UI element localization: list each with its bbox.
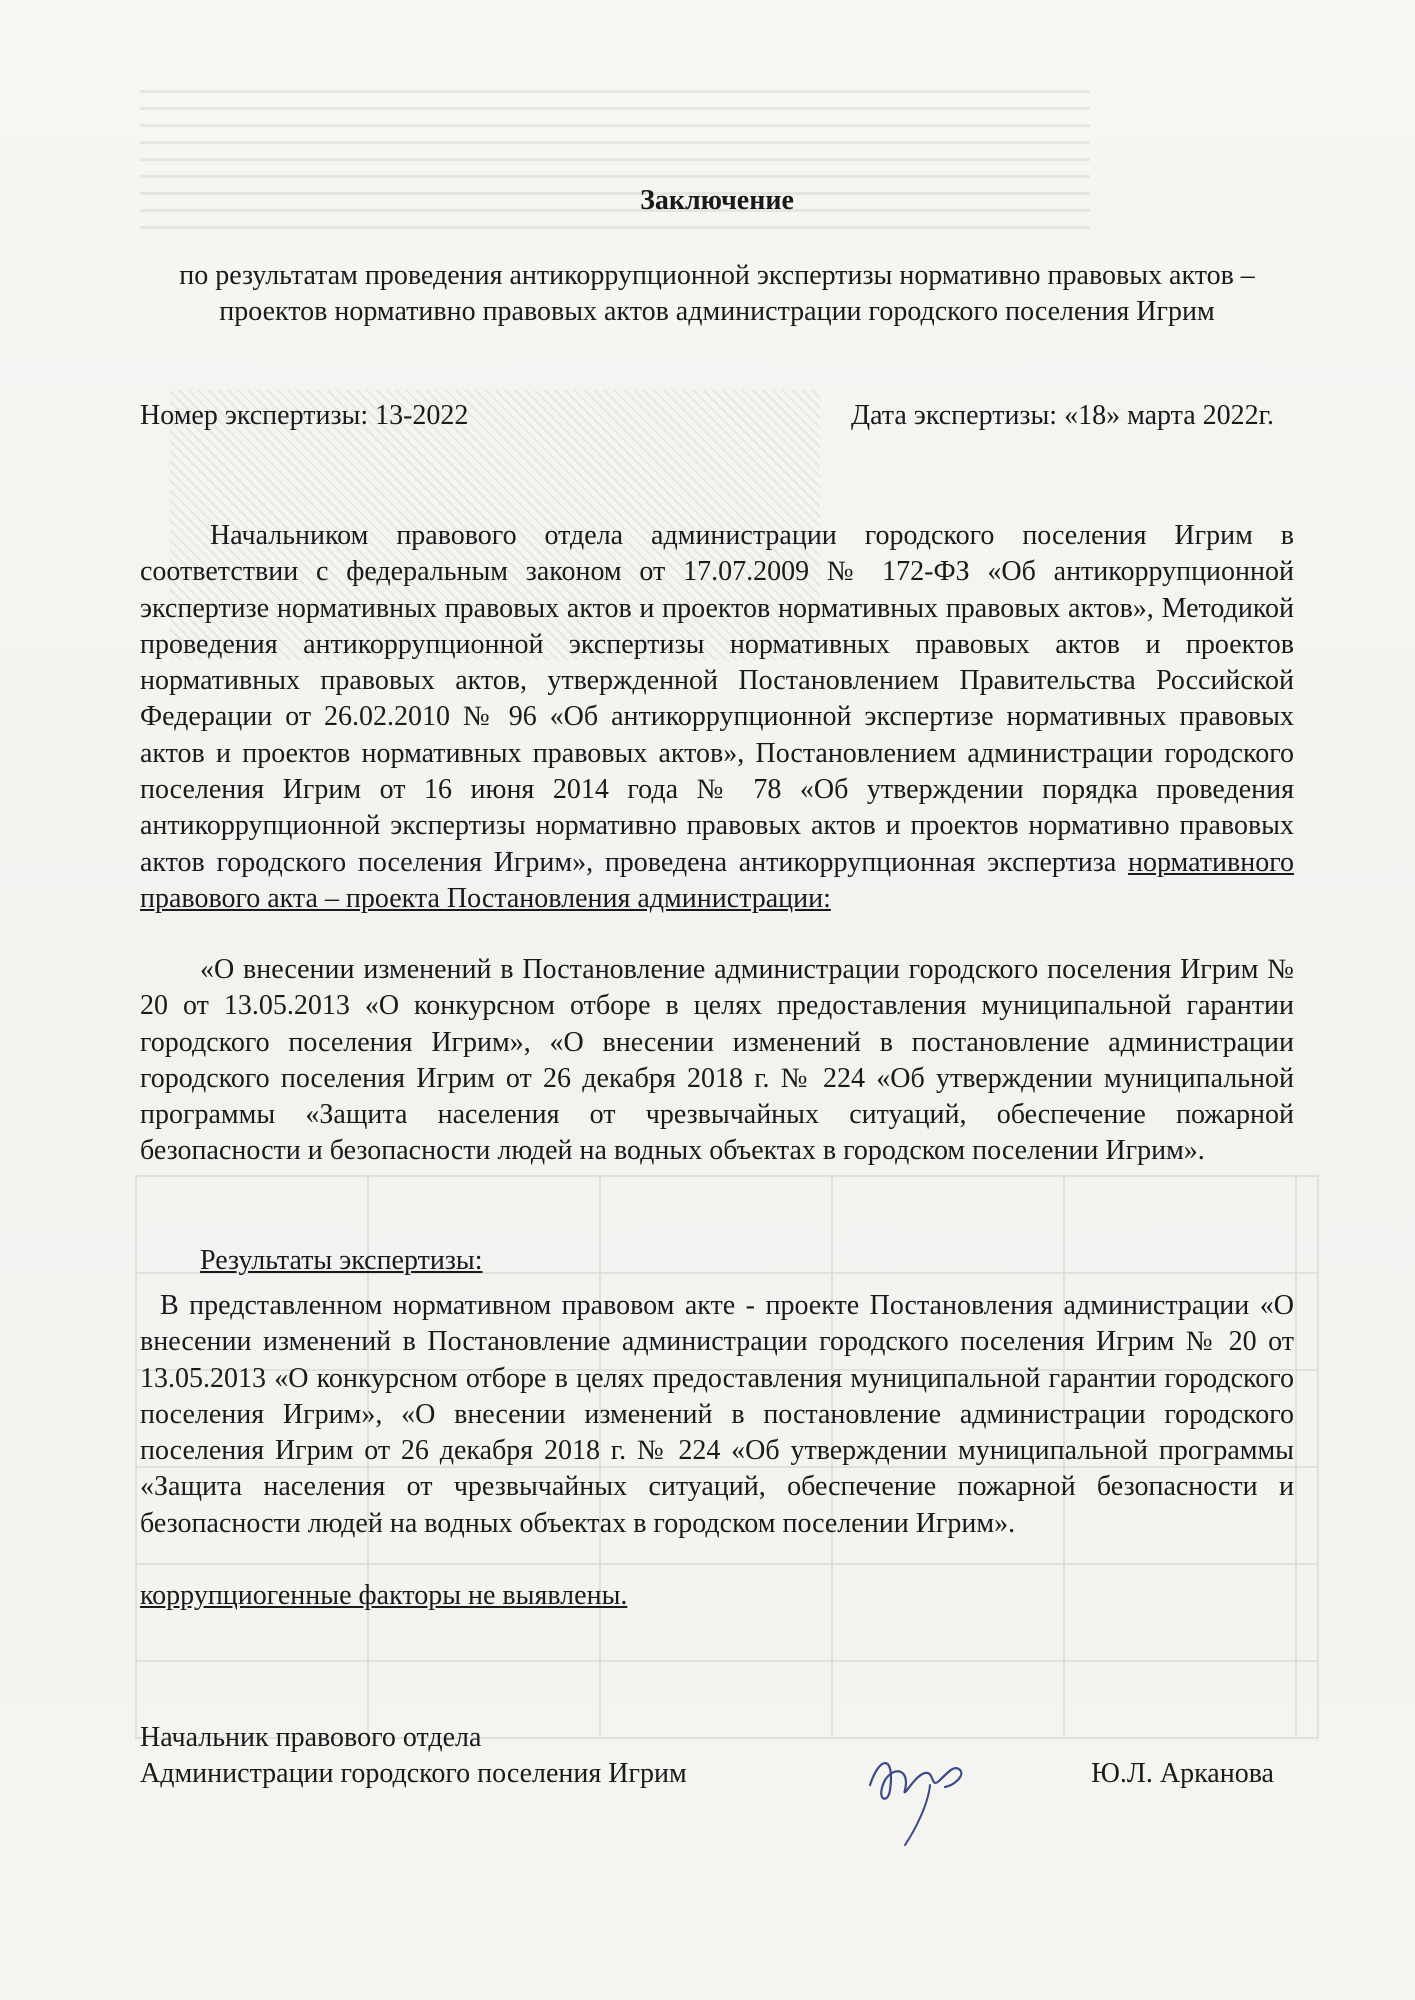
document-title: Заключение <box>640 185 794 216</box>
paragraph-basis-text: Начальником правового отдела администрации городского поселения Игрим в соответствии с федеральным законом от 17.07.2009 № 172-ФЗ «Об антикоррупционной экспертизе нормативных правовых актов и проектов нормативных правовых актов», Методикой проведения антикоррупционной экспертизы нормативных правовых актов и проектов нормативных правовых актов, утвержденной Постановлением Правительства Российской Федерации от 26.02.2010 № 96 «Об антикоррупционной экспертизе нормативных правовых актов и проектов нормативных правовых актов», Постановлением администрации городского поселения Игрим от 16 июня 2014 года № 78 «Об утверждении порядка проведения антикоррупционной экспертизы нормативно правовых актов и проектов нормативно правовых актов городского поселения Игрим», проведена антикоррупционная экспертиза <box>140 520 1294 878</box>
paragraph-basis <box>140 518 1294 917</box>
signer-name: Ю.Л. Арканова <box>1091 1758 1274 1789</box>
expertise-meta <box>140 398 1294 433</box>
paragraph-results: В представленном нормативном правовом акте - проекте Постановления администрации «О внесении изменений в Постановление администрации городского поселения Игрим № 20 от 13.05.2013 «О конкурсном отборе в целях предоставления муниципальной гарантии городского поселения Игрим», «О внесении изменений в постановление администрации городского поселения Игрим от 26 декабря 2018 г. № 224 «Об утверждении муниципальной программы «Защита населения от чрезвычайных ситуаций, обеспечение пожарной безопасности и безопасности людей на водных объектах в городском поселении Игрим». <box>140 1290 1294 1539</box>
signer-position-line2: Администрации городского поселения Игрим <box>140 1758 687 1789</box>
handwritten-signature-icon <box>860 1745 980 1855</box>
expertise-number: Номер экспертизы: 13-2022 <box>140 400 469 431</box>
conclusion-text: коррупциогенные факторы не выявлены. <box>140 1580 628 1611</box>
signer-position-line1: Начальник правового отдела <box>140 1722 482 1753</box>
paragraph-act-title: «О внесении изменений в Постановление администрации городского поселения Игрим № 20 от 13.05.2013 «О конкурсном отборе в целях предоставления муниципальной гарантии городского поселения Игрим», «О внесении изменений в постановление администрации городского поселения Игрим от 26 декабря 2018 г. № 224 «Об утверждении муниципальной программы «Защита населения от чрезвычайных ситуаций, обеспечение пожарной безопасности и безопасности людей на водных объектах в городском поселении Игрим». <box>140 954 1294 1167</box>
document-subtitle: по результатам проведения антикоррупционной экспертизы нормативно правовых актов – проектов нормативно правовых актов администрации городского поселения Игрим <box>179 260 1255 327</box>
results-heading: Результаты экспертизы: <box>200 1245 483 1276</box>
paragraph-basis-underlined: нормативного правового акта – проекта Постановления администрации: <box>140 846 1294 914</box>
signature-block <box>140 1720 1294 1792</box>
expertise-date: Дата экспертизы: «18» марта 2022г. <box>851 400 1274 431</box>
